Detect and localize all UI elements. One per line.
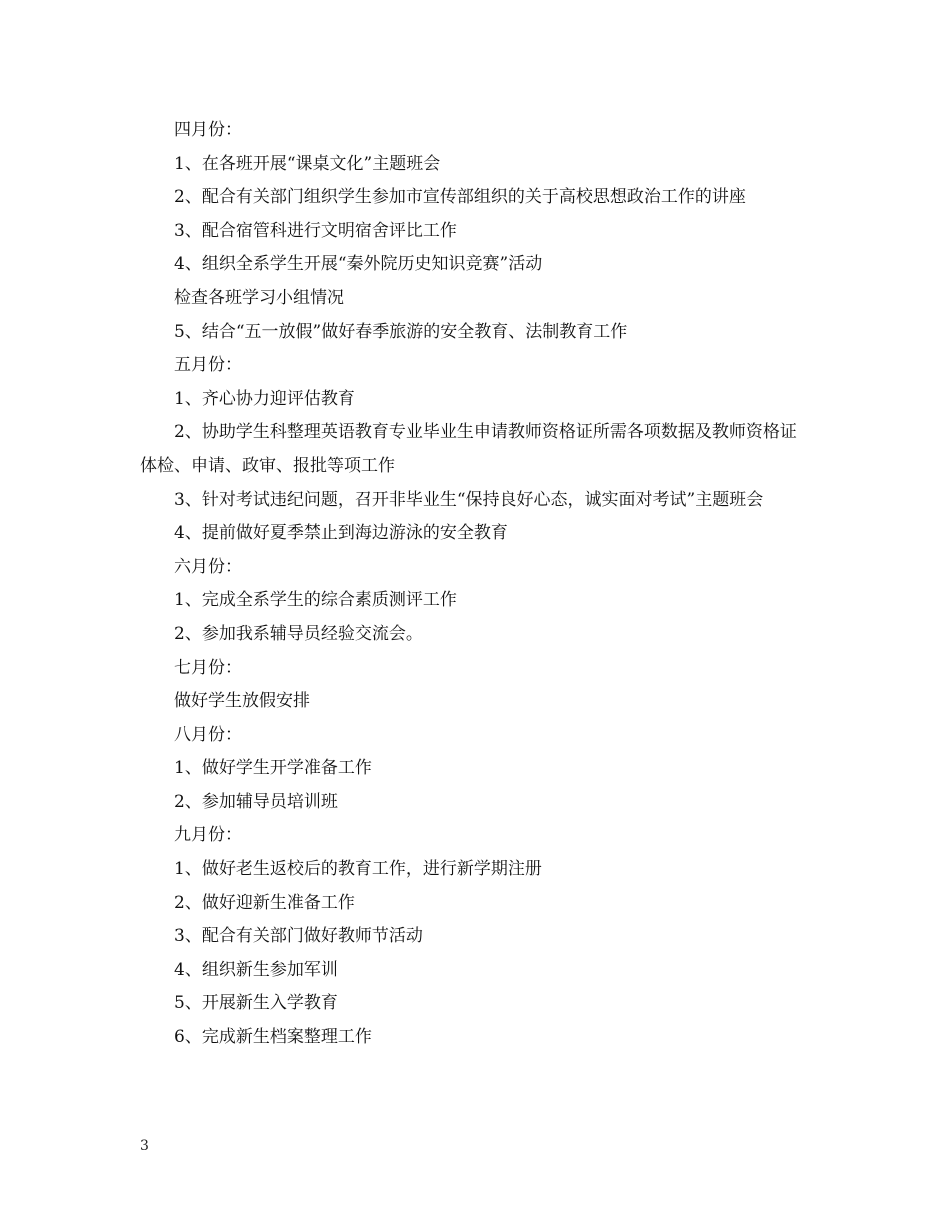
paragraph-april-note: 检查各班学习小组情况 [174,287,344,308]
paragraph-september-item-3: 3、配合有关部门做好教师节活动 [174,926,423,947]
paragraph-june-item-2: 2、参加我系辅导员经验交流会。 [174,623,423,644]
paragraph-september-item-6: 6、完成新生档案整理工作 [174,1027,372,1048]
paragraph-april-heading: 四月份： [174,120,242,140]
paragraph-september-heading: 九月份： [174,825,242,846]
paragraph-august-item-2: 2、参加辅导员培训班 [174,791,338,812]
paragraph-may-item-2: 2、协助学生科整理英语教育专业毕业生申请教师资格证所需各项数据及教师资格证体检、申请、政审、报批等项工作 [140,422,797,476]
paragraph-april-item-4: 4、组织全系学生开展“秦外院历史知识竞赛”活动 [174,254,543,275]
paragraph-september-item-5: 5、开展新生入学教育 [174,993,338,1014]
paragraph-july-heading: 七月份： [174,657,242,678]
paragraph-june-item-1: 1、完成全系学生的综合素质测评工作 [174,590,457,611]
paragraph-august-heading: 八月份： [174,724,242,745]
paragraph-april-item-3: 3、配合宿管科进行文明宿舍评比工作 [174,220,457,241]
paragraph-april-item-2: 2、配合有关部门组织学生参加市宣传部组织的关于高校思想政治工作的讲座 [174,187,746,208]
paragraph-may-heading: 五月份： [174,355,242,376]
paragraph-april-item-5: 5、结合“五一放假”做好春季旅游的安全教育、法制教育工作 [174,321,628,342]
paragraph-may-item-4: 4、提前做好夏季禁止到海边游泳的安全教育 [174,523,508,544]
paragraph-july-item: 做好学生放假安排 [174,691,310,712]
paragraph-may-item-3: 3、针对考试违纪问题，召开非毕业生“保持良好心态，诚实面对考试”主题班会 [174,489,764,510]
paragraph-may-item-1: 1、齐心协力迎评估教育 [174,388,355,409]
paragraph-august-item-1: 1、做好学生开学准备工作 [174,758,372,779]
paragraph-june-heading: 六月份： [174,556,242,577]
paragraph-september-item-4: 4、组织新生参加军训 [174,959,338,980]
paragraph-april-item-1: 1、在各班开展“课桌文化”主题班会 [174,153,441,174]
page-number: 3 [140,1138,149,1154]
paragraph-september-item-2: 2、做好迎新生准备工作 [174,892,355,913]
document-body [140,114,812,1055]
paragraph-september-item-1: 1、做好老生返校后的教育工作，进行新学期注册 [174,859,542,880]
